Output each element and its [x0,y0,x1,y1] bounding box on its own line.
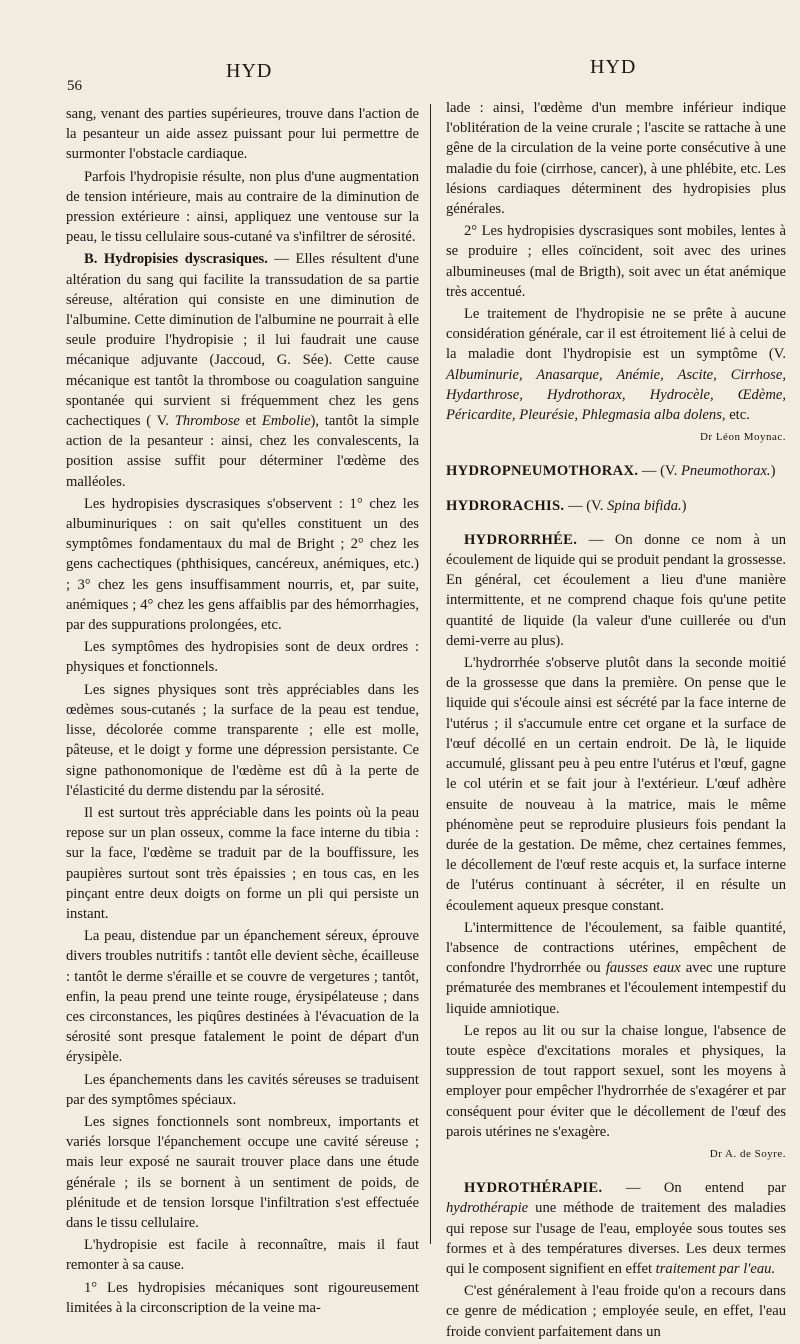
paragraph: Parfois l'hydropisie résulte, non plus d'une augmentation de tension intérieure, mais au contraire de la diminution de pression extérieure : ainsi, appliquez une ventouse sur la peau, le tissu cellulaire sous-cutané va s'infiltrer de sérosité. [66,168,419,246]
paragraph: sang, venant des parties supérieures, trouve dans l'action de la pesanteur un aide assez puissant pour lui permettre de surmonter l'obstacle cardiaque. [66,106,419,163]
paragraph-text: — On donne ce nom à un écoulement de liquide qui se produit pendant la grossesse. En général, cet écoulement a lieu d'une manière intermittente, et ne comprend chaque fois qu'une petite quantité de liquide (la valeur d'une cuillerée ou d'un demi-verre au plus). [446,531,786,649]
paragraph-text: une méthode de traitement des maladies qui repose sur l'usage de l'eau, employée sous toutes ses formes et à des températures diverses. Les deux termes qui le composent signifient en effet [446,1200,786,1277]
paragraph: Le repos au lit ou sur la chaise longue, l'absence de toute espèce d'excitations morales et physiques, la suppression de tout rapport sexuel, sont les moyens à employer pour empêcher l'hydrorrhée de s'exagérer et par conséquent pour éviter que le décollement de l'œuf des parois utérines ne s'exagère. [446,1022,786,1140]
running-head [0,56,800,94]
paragraph-text: ), tantôt la simple action de la pesanteur : ainsi, chez les convalescents, la position assise suffit pour déterminer l'œdème des malléoles. [66,413,419,490]
cross-reference: Spina bifida. [607,497,682,514]
paragraph: Les signes fonctionnels sont nombreux, importants et variés lorsque l'épanchement occupe une cavité séreuse ; mais leur exposé ne saurait trouver place dans une étude générale ; ils se bornent à un sentiment de poids, de plénitude et de tension lorsque l'infiltration s'est effectuée dans le tissu cellulaire. [66,1113,419,1231]
cross-reference: Thrombose [174,413,240,430]
paragraph: Les hydropisies dyscrasiques s'observent : 1° chez les albuminuriques : on sait qu'elles constituent un des symptômes fondamentaux du mal de Bright ; 2° chez les gens cachectiques (phthisiques, cancéreux, anémiques, etc.) ; 3° chez les gens insuffisamment nourris, et, par suite, anémiques ; 4° chez les gens affaiblis par des hémorrhagies, par des suppurations prolongées, etc. [66,495,419,634]
paragraph-text: , etc. [721,407,750,424]
paragraph: lade : ainsi, l'œdème d'un membre inférieur indique l'oblitération de la veine crurale ; l'ascite se rattache à une gêne de la circulation de la veine porte consécutive à une maladie du foie (cirrhose, cancer), à une phlébite, etc. Les lésions cardiaques déterminent des hydropisies plus générales. [446,100,786,218]
section-heading: B. Hydropisies dyscrasiques. [84,251,268,268]
entry-heading: HYDROTHÉRAPIE. [464,1180,603,1197]
paragraph: Les symptômes des hydropisies sont de deux ordres : physiques et fonctionnels. [66,639,419,676]
paragraph: L'hydrorrhée s'observe plutôt dans la seconde moitié de la grossesse que dans la première. On pense que le liquide qui s'écoule ainsi est sécrété par la face interne de l'utérus ; il s'accumule entre cet organe et la surface de l'œuf décollé en un certain endroit. De là, le liquide accumulé, glissant peu à peu entre l'utérus et l'œuf, gagne le col utérin et se fait jour à l'extérieur. L'œuf adhère ensuite de nouveau à la matrice, mais le même phénomène peut se reproduire plusieurs fois pendant la durée de la gestation. De même, chez certaines femmes, le décollement de l'œuf reste acquis et, la surface interne de l'utérus continuant à sécréter, il en résulte un écoulement aqueux presque constant. [446,655,786,914]
paragraph: 1° Les hydropisies mécaniques sont rigoureusement limitées à la circonscription de la veine ma- [66,1279,419,1316]
paragraph-text: Le traitement de l'hydropisie ne se prête à aucune considération générale, car il est étroitement lié à celui de la maladie dont l'hydropisie est un symptôme (V. [446,306,786,363]
paragraph-text: — (V. [638,463,681,480]
paragraph-text: ) [770,463,776,480]
paragraph: 2° Les hydropisies dyscrasiques sont mobiles, lentes à se produire ; elles coïncident, soit avec des urines albumineuses (mal de Brigth), soit avec un état anémique très accentué. [446,223,786,300]
emphasis: fausses eaux [605,960,681,977]
paragraph-text: L'intermittence de l'écoulement, sa faible quantité, l'absence de contractions utérines, empêchent de confondre l'hydrorrhée ou [446,919,786,977]
paragraph-text: avec une rupture prématurée des membranes et l'écoulement intempestif du liquide amniotique. [446,960,786,1017]
cross-reference: Pneumothorax. [681,463,771,480]
entry-heading: HYDRORACHIS. [446,497,565,514]
entry-heading: HYDRORRHÉE. [464,531,578,548]
column-divider [430,104,431,1244]
entry-hydropneumothorax [446,461,786,481]
emphasis: traitement par l'eau. [655,1260,776,1277]
paragraph-text: — Elles résultent d'une altération du sang qui facilite la transsudation de sa partie séreuse, altération qui consiste en une diminution de l'albumine. Cette diminution de l'albumine ne pourrait à elle seule produire l'hydropisie ; il lui faudrait une cause mécanique adjuvante (Jaccoud, G. Sée). Cette cause mécanique est tantôt la thrombose ou coagulation sanguine spontanée qui survient si fréquemment chez les gens cachectiques ( V. [66,251,419,430]
entry-hydrotherapie [446,1178,786,1279]
entry-heading: HYDROPNEUMOTHORAX. [446,463,639,480]
paragraph-text: ) [681,497,687,514]
emphasis: hydrothérapie [446,1200,529,1217]
author-signature: Dr Léon Moynac. [699,431,786,444]
paragraph-text: — On entend par [602,1180,786,1197]
paragraph: C'est généralement à l'eau froide qu'on a recours dans ce genre de médication ; employée seule, en effet, l'eau froide convient parfaitement dans un [446,1283,786,1340]
paragraph [66,249,419,491]
left-column [66,104,419,1320]
paragraph: Il est surtout très appréciable dans les points où la peau repose sur un plan osseux, comme la face interne du tibia : sur la face, l'œdème se traduit par de la bouffissure, les paupières surtout sont très épaissies ; en tous cas, en les pinçant entre deux doigts on forme un pli qui persiste un instant. [66,804,419,922]
paragraph: La peau, distendue par un épanchement séreux, éprouve divers troubles nutritifs : tantôt elle devient sèche, écailleuse : tantôt le derme s'éraille et se couvre de vergetures ; tantôt, enfin, la peau prend une teinte rouge, érysipélateuse ; dans ces circonstances, les piqûres destinées à l'évacuation de la sérosité sont presque fatalement le point de départ d'un érysipèle. [66,928,419,1066]
paragraph: L'hydropisie est facile à reconnaître, mais il faut remonter à sa cause. [66,1237,419,1274]
paragraph [446,918,786,1019]
cross-reference: Embolie [261,413,311,430]
page-number: 56 [67,78,82,94]
running-title-left: HYD [226,60,273,82]
paragraph: Les épanchements dans les cavités séreuses se traduisent par des symptômes spéciaux. [66,1071,419,1108]
paragraph [446,304,786,425]
right-column [446,98,786,1344]
paragraph-text: et [239,413,262,430]
author-signature: Dr A. de Soyre. [709,1147,786,1160]
entry-hydrorachis [446,496,786,516]
paragraph-text: — (V. [564,497,608,514]
running-title-right: HYD [590,56,637,78]
entry-hydrorrhee [446,530,786,651]
paragraph: Les signes physiques sont très appréciables dans les œdèmes sous-cutanés ; la surface de la peau est tendue, lisse, décolorée comme transparente ; elle est molle, pâteuse, et le doigt y forme une dépression persistante. Ce signe pathonomonique de l'œdème est dû à la perte de l'élasticité du derme distendu par la sérosité. [66,681,419,799]
cross-reference: Albuminurie, Anasarque, Anémie, Ascite, Cirrhose, Hydarthrose, Hydrothorax, Hydrocèle, Œdème, Péricardite, Pleurésie, Phlegmasia alba dolens [446,366,786,424]
